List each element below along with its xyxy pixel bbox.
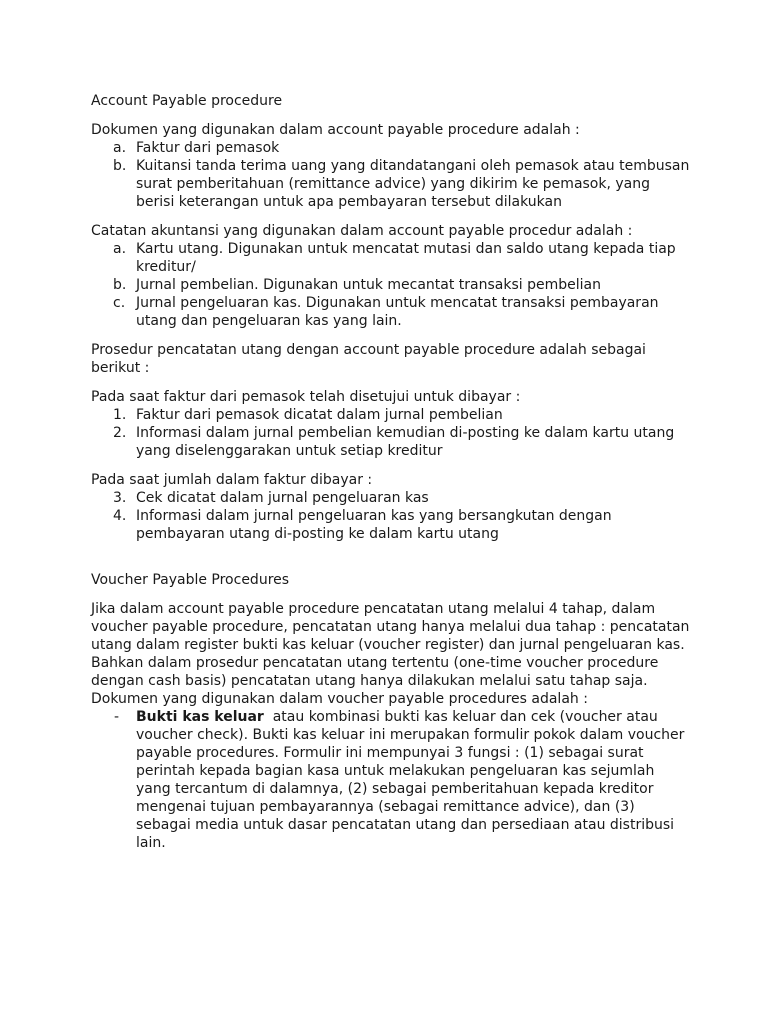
list-marker: 3. [113, 490, 127, 506]
list-item [91, 139, 691, 157]
records-list [91, 240, 691, 330]
approved-list [91, 406, 691, 460]
list-marker: b. [113, 158, 127, 174]
intro-records-paragraph: Catatan akuntansi yang digunakan dalam account payable procedur adalah : [91, 223, 633, 239]
list-item-text: atau kombinasi bukti kas keluar dan cek (voucher atau voucher check). Bukti kas keluar ini merupakan formulir pokok dalam voucher payable procedures. Formulir ini mempunyai 3 fungsi : (1) sebagai surat perintah kepada bagian kasa untuk melakukan pengeluaran kas sejumlah yang tercantum di dalamnya, (2) sebagai pemberitahuan kepada kreditor mengenai tujuan pembayarannya (sebagai remittance advice), dan (3) sebagai media untuk dasar pencatatan utang dan persediaan atau distribusi lain. [136, 709, 689, 851]
paid-list [91, 489, 691, 543]
list-item [91, 294, 691, 330]
list-item [91, 406, 691, 424]
list-marker: c. [113, 295, 126, 311]
list-marker: a. [113, 140, 127, 156]
list-item-text: Jurnal pengeluaran kas. Digunakan untuk mencatat transaksi pembayaran utang dan pengeluaran kas yang lain. [136, 295, 659, 329]
list-item-text: Kuitansi tanda terima uang yang ditandatangani oleh pemasok atau tembusan surat pemberitahuan (remittance advice) yang dikirim ke pemasok, yang berisi keterangan untuk apa pembayaran tersebut dilakukan [136, 158, 690, 210]
list-item [91, 708, 691, 852]
docs-list [91, 139, 691, 211]
list-marker: - [114, 709, 120, 725]
intro-docs-paragraph: Dokumen yang digunakan dalam account payable procedure adalah : [91, 122, 580, 138]
list-marker: b. [113, 277, 127, 293]
document-title: Account Payable procedure [91, 93, 283, 109]
section-title: Voucher Payable Procedures [91, 572, 290, 588]
list-item [91, 276, 691, 294]
list-item [91, 507, 691, 543]
list-item [91, 240, 691, 276]
list-marker: a. [113, 241, 127, 257]
list-item-text: Kartu utang. Digunakan untuk mencatat mutasi dan saldo utang kepada tiap kreditur/ [136, 241, 676, 275]
section-body-paragraph: Jika dalam account payable procedure pencatatan utang melalui 4 tahap, dalam voucher payable procedure, pencatatan utang hanya melalui dua tahap : pencatatan utang dalam register bukti kas keluar (voucher register) dan jurnal pengeluaran kas. Bahkan dalam prosedur pencatatan utang tertentu (one-time voucher procedure dengan cash basis) pencatatan utang hanya dilakukan melalui satu tahap saja. Dokumen yang digunakan dalam voucher payable procedures adalah : [91, 601, 690, 707]
intro-procedure-paragraph: Prosedur pencatatan utang dengan account payable procedure adalah sebagai berikut : [91, 342, 646, 376]
list-item-text: Informasi dalam jurnal pembelian kemudian di-posting ke dalam kartu utang yang diselenggarakan untuk setiap kreditur [136, 425, 675, 459]
list-item [91, 424, 691, 460]
voucher-list [91, 708, 691, 852]
when-paid-paragraph: Pada saat jumlah dalam faktur dibayar : [91, 472, 373, 488]
list-item [91, 489, 691, 507]
list-marker: 4. [113, 508, 127, 524]
list-marker: 1. [113, 407, 127, 423]
document-page [91, 92, 691, 852]
list-marker: 2. [113, 425, 127, 441]
list-item-text: Jurnal pembelian. Digunakan untuk mecantat transaksi pembelian [136, 277, 601, 293]
list-item-text: Cek dicatat dalam jurnal pengeluaran kas [136, 490, 429, 506]
list-item-text: Faktur dari pemasok [136, 140, 280, 156]
list-item-text: Informasi dalam jurnal pengeluaran kas yang bersangkutan dengan pembayaran utang di-posting ke dalam kartu utang [136, 508, 612, 542]
when-approved-paragraph: Pada saat faktur dari pemasok telah disetujui untuk dibayar : [91, 389, 521, 405]
list-item [91, 157, 691, 211]
bold-term: Bukti kas keluar [136, 709, 264, 725]
list-item-text: Faktur dari pemasok dicatat dalam jurnal pembelian [136, 407, 503, 423]
